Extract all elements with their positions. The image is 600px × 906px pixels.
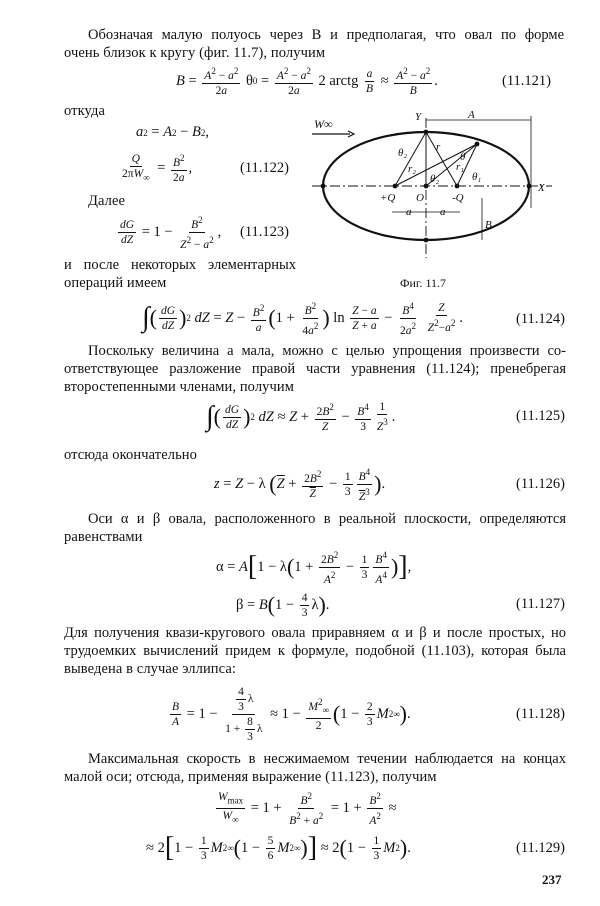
para-ops-line1: и после некоторых элементарных — [64, 257, 296, 273]
equation-11-122b: $\frac{Q}{2\pi W_\infty}$ = $\frac{B^2}{2a}$ , — [122, 152, 193, 184]
equation-11-129a: $\frac{W_{max}}{W_\infty}$ = 1 + $\frac{B^2}{B^2 + a^2}$ = 1 + $\frac{B^2}{A^2}$ ≈ — [218, 790, 397, 827]
eq-number-11-128: (11.128) — [516, 706, 565, 722]
para3-line1: Оси α и β овала, расположенного в реальной плоскости, определяются — [88, 511, 566, 527]
equation-11-121: B = $\frac{A^2 - a^2}{2a}$ θ 0 = $\frac{A^2 - a^2}{2a}$ 2 arctg $\frac{a}{B}$ ≈ $\frac{A^2 - a^2}{B}$ . — [176, 66, 438, 97]
para1-line1: Обозначая малую полуось через B и предполагая, что овал по форме — [88, 27, 564, 43]
label-theta2: θ₂ — [430, 173, 440, 185]
figure-11-7 — [312, 108, 562, 268]
word-dalee: Далее — [88, 193, 126, 209]
eq-number-11-123: (11.123) — [240, 224, 289, 240]
para4-line3: выведена в случае эллипса: — [64, 661, 237, 677]
label-a-right: a — [440, 206, 446, 218]
label-B: B — [485, 219, 492, 231]
eq-number-11-121: (11.121) — [502, 73, 551, 89]
label-a-left: a — [406, 206, 412, 218]
label-A: A — [468, 109, 475, 121]
eq-number-11-129: (11.129) — [516, 840, 565, 856]
para5-line1: Максимальная скорость в несжимаемом течении наблюдается на концах — [88, 751, 566, 767]
para2-line3: второстепенными членами, получим — [64, 379, 295, 395]
label-theta1: θ₁ — [472, 171, 482, 183]
label-minus-Q: -Q — [452, 192, 464, 204]
word-otkuda: откуда — [64, 103, 105, 119]
equation-11-125: ∫ ( $\frac{dG}{dZ}$ ) 2 dZ ≈ Z + $\frac{2B^2}{Z}$ − $\frac{B^4}{3}$ $\frac{1}{Z^3}$ . — [206, 401, 396, 433]
equation-11-129b: ≈ 2 [ 1 − $\frac{1}{3}$ M 2 ∞ ( 1 − $\frac{5}{6}$ M 2 ∞ ) ] ≈ 2 ( 1 − $\frac{1}{3}$ M 2 ) . — [146, 832, 411, 863]
equation-11-127a: α = A [ 1 − λ ( 1 + $\frac{2B^2}{A^2}$ − $\frac{1}{3}$ $\frac{B^4}{A^4}$ ) ] , — [216, 549, 412, 586]
label-theta-top: θ₂ — [398, 147, 408, 159]
para2-line1: Поскольку величина a мала, можно с целью упрощения произвести со- — [88, 343, 566, 359]
para1-line2: очень близок к кругу (фиг. 11.7), получим — [64, 45, 326, 61]
equation-11-122a: a 2 = A 2 − B 2 , — [136, 124, 209, 140]
label-r1: r₁ — [456, 161, 465, 173]
label-Y: Y — [415, 111, 422, 123]
eq-number-11-125: (11.125) — [516, 408, 565, 424]
equation-11-123: $\frac{dG}{dZ}$ = 1 − $\frac{B^2}{Z^2 - a^2}$ , — [120, 214, 222, 251]
equation-11-128: $\frac{B}{A}$ = 1 − $\frac{4}{3}$ λ 1 + $\frac{8}{3}$ λ ≈ 1 − $\frac{M^2_\infty}{2}$ ( 1 − $\frac{2}{3}$ M 2 ∞ ) . — [172, 685, 411, 743]
equation-11-124: ∫ ( $\frac{dG}{dZ}$ ) 2 dZ = Z − $\frac{B^2}{a}$ ( 1 + $\frac{B^2}{4a^2}$ ) ln $\frac{Z - a}{Z + a}$ − $\frac{B^4}{2a^2}$ $\frac{Z}{Z^2-a^2}$ . — [142, 300, 463, 337]
para4-line1: Для получения квази-кругового овала приравняем α и β и после простых, но — [64, 625, 566, 641]
para5-line2: малой оси; отсюда, применяя выражение (11.123), получим — [64, 769, 437, 785]
eq-number-11-126: (11.126) — [516, 476, 565, 492]
label-plus-Q: +Q — [380, 192, 396, 204]
label-w-inf: W∞ — [314, 117, 333, 131]
figure-caption: Фиг. 11.7 — [400, 276, 447, 290]
label-r: r — [436, 141, 441, 153]
eq-number-11-127: (11.127) — [516, 596, 565, 612]
label-theta: θ — [460, 151, 466, 163]
equation-11-127b: β = B ( 1 − $\frac{4}{3}$ λ ) . — [236, 591, 330, 619]
label-r2: r₂ — [408, 163, 417, 175]
para3-line2: равенствами — [64, 529, 143, 545]
page-number: 237 — [542, 872, 562, 887]
equation-11-126: z = Z − λ ( $\overline{Z}$ + $\frac{2B^2}{Z}$ − $\frac{1}{3}$ $\frac{B^4}{\overline{Z}^3}$ ) . — [214, 466, 386, 503]
eq-number-11-122: (11.122) — [240, 160, 289, 176]
eq-number-11-124: (11.124) — [516, 311, 565, 327]
word-final: отсюда окончательно — [64, 447, 197, 463]
para-ops-line2: операций имеем — [64, 275, 167, 291]
label-O: O — [416, 192, 424, 204]
label-X: X — [538, 182, 545, 194]
para4-line2: трудоемких вычислений придем к формуле, подобной (11.103), которая была — [64, 643, 566, 659]
para2-line2: ответствующее разложение правой части уравнения (11.124); пренебрегая — [64, 361, 566, 377]
